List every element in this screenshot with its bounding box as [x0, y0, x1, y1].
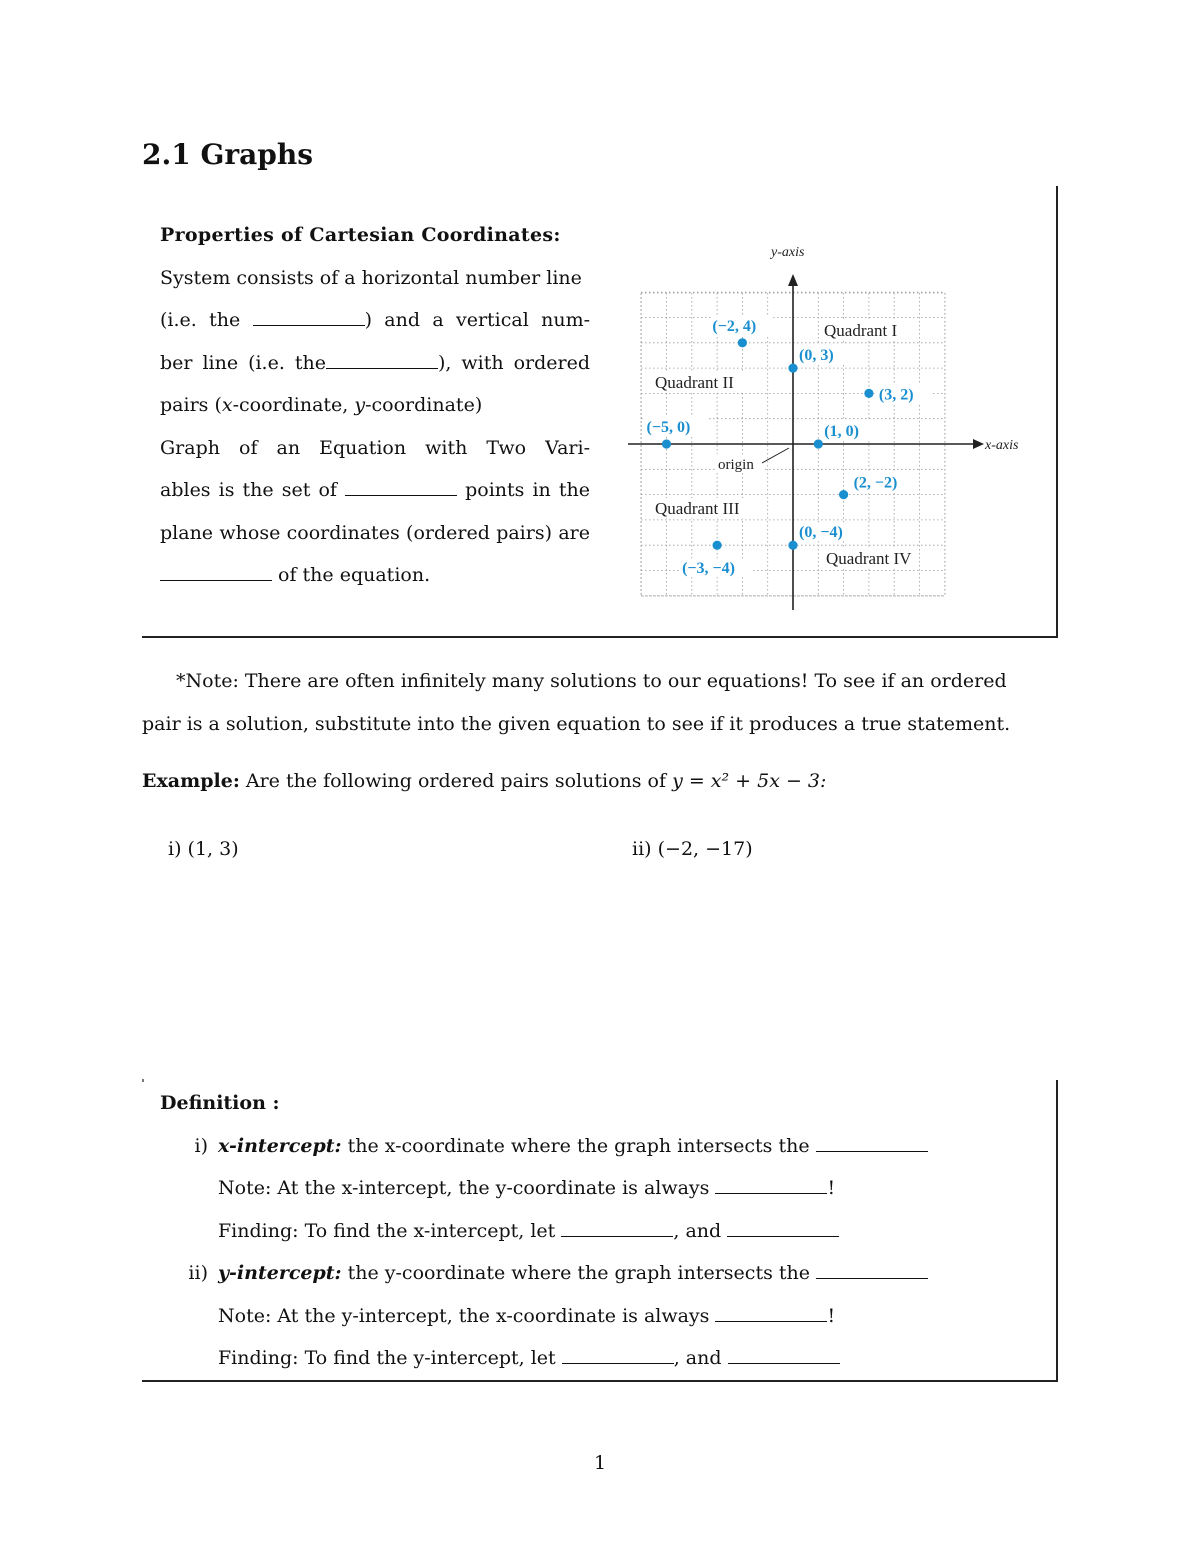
fill-in-blank — [160, 562, 272, 581]
def-ii-finding — [218, 1337, 840, 1380]
text-span: ! — [827, 1177, 836, 1199]
def-i-term: x-intercept: — [218, 1134, 342, 1157]
note-line-1: *Note: There are often infinitely many solutions to our equations! To see if an ordered — [176, 670, 1007, 692]
text-span: ) and a vertical num- — [364, 309, 590, 331]
point-marker — [864, 389, 873, 398]
text-span: , and — [673, 1219, 728, 1242]
fill-in-blank — [816, 1260, 928, 1279]
text-span: ables is the set of — [160, 479, 346, 501]
def-ii-note-row — [160, 1295, 836, 1338]
def-i-finding — [218, 1210, 839, 1253]
text-span: Finding: To find the y-intercept, let — [218, 1347, 562, 1369]
math-x: x — [221, 394, 233, 416]
text-span: of the equation. — [272, 564, 431, 586]
text-span: the x-coordinate where the graph intersects the — [341, 1134, 816, 1157]
example-text: Are the following ordered pairs solutions of — [239, 770, 673, 792]
def-ii-finding-row — [160, 1337, 728, 1380]
text-span: Note: At the x-intercept, the y-coordinate is always — [218, 1177, 716, 1199]
text-span: , and — [673, 1347, 728, 1369]
cartesian-plane-figure — [628, 238, 1048, 618]
point-label: (1, 0) — [824, 423, 859, 440]
def-ii-note — [218, 1295, 835, 1338]
properties-line-3 — [160, 342, 590, 385]
x-axis-label: x-axis — [985, 438, 1019, 453]
properties-line-2 — [160, 299, 590, 342]
example-equation: y = x² + 5x − 3: — [672, 770, 827, 792]
point-label: (0, −4) — [799, 524, 843, 542]
fill-in-blank — [728, 1345, 840, 1364]
text-span: points in the — [457, 479, 590, 501]
definition-text — [160, 1082, 836, 1380]
text-span: -coordinate) — [365, 394, 483, 416]
page-number: 1 — [593, 1452, 607, 1474]
properties-line-6 — [160, 469, 590, 512]
cartesian-plane-svg — [628, 238, 1048, 618]
x-axis-arrow-icon — [973, 439, 984, 449]
text-span: ), with ordered — [437, 351, 590, 374]
quadrant-iv-label: Quadrant IV — [826, 549, 912, 568]
point-label: (−5, 0) — [646, 419, 691, 436]
origin-label: origin — [718, 457, 754, 473]
y-axis-arrow-icon — [788, 274, 798, 286]
quadrant-ii-label: Quadrant II — [655, 373, 734, 392]
point-label: (−3, −4) — [682, 560, 735, 578]
def-i-note — [218, 1167, 835, 1210]
fill-in-blank — [816, 1133, 928, 1152]
origin-pointer — [762, 448, 789, 463]
fill-in-blank — [715, 1303, 827, 1322]
point-marker — [814, 439, 823, 448]
properties-line-7: plane whose coordinates (ordered pairs) are — [160, 521, 590, 544]
fill-in-blank — [253, 307, 365, 326]
point-marker — [839, 490, 848, 499]
text-span: Finding: To find the x-intercept, let — [218, 1219, 562, 1242]
y-axis-label: y-axis — [771, 245, 805, 260]
quadrant-iii-label: Quadrant III — [655, 499, 740, 518]
properties-text — [160, 214, 590, 597]
quadrant-i-label: Quadrant I — [824, 321, 898, 340]
fill-in-blank — [345, 477, 457, 496]
def-ii-numeral: ii) — [188, 1262, 208, 1284]
plotted-points — [645, 316, 932, 577]
point-marker — [788, 364, 797, 373]
note-line-2: pair is a solution, substitute into the given equation to see if it produces a true statement. — [142, 712, 1011, 735]
def-ii-text — [218, 1252, 928, 1295]
text-span: pairs ( — [160, 394, 222, 416]
text-span: ber line (i.e. the — [160, 351, 326, 374]
def-i-text — [218, 1125, 928, 1168]
text-span: Note: At the y-intercept, the x-coordinate is always — [218, 1304, 716, 1327]
point-label: (2, −2) — [853, 474, 898, 492]
definition-heading: Definition : — [160, 1092, 280, 1114]
text-span: -coordinate, — [232, 394, 355, 416]
def-i-row — [160, 1125, 816, 1168]
point-label: (3, 2) — [878, 386, 914, 404]
text-span: the y-coordinate where the graph intersects the — [341, 1262, 817, 1284]
math-y: y — [354, 394, 366, 416]
def-ii-term: y-intercept: — [218, 1262, 342, 1284]
point-marker — [713, 541, 722, 550]
def-ii-row — [160, 1252, 817, 1295]
fill-in-blank — [727, 1218, 839, 1237]
point-marker — [738, 338, 747, 347]
example-line — [142, 770, 826, 792]
example-label: Example: — [142, 770, 240, 792]
def-i-note-row — [160, 1167, 836, 1210]
point-label: (−2, 4) — [712, 317, 757, 335]
def-i-finding-row — [160, 1210, 728, 1253]
example-part-i: i) (1, 3) — [168, 838, 239, 860]
point-label: (0, 3) — [799, 347, 834, 365]
example-part-ii: ii) (−2, −17) — [632, 838, 753, 860]
fill-in-blank — [715, 1175, 827, 1194]
properties-line-8 — [160, 554, 590, 597]
properties-line-5: Graph of an Equation with Two Vari- — [160, 436, 590, 459]
def-i-numeral: i) — [194, 1134, 208, 1157]
point-marker — [788, 541, 797, 550]
fill-in-blank — [561, 1218, 673, 1237]
fill-in-blank — [562, 1345, 674, 1364]
text-span: ! — [827, 1304, 836, 1327]
section-title: 2.1 Graphs — [142, 138, 313, 171]
fill-in-blank — [326, 350, 438, 369]
text-span: (i.e. the — [160, 309, 253, 331]
properties-line-1: System consists of a horizontal number line — [160, 266, 582, 289]
point-marker — [662, 439, 671, 448]
note-paragraph — [142, 660, 1058, 745]
properties-heading: Properties of Cartesian Coordinates: — [160, 224, 561, 246]
properties-line-4 — [160, 384, 590, 427]
